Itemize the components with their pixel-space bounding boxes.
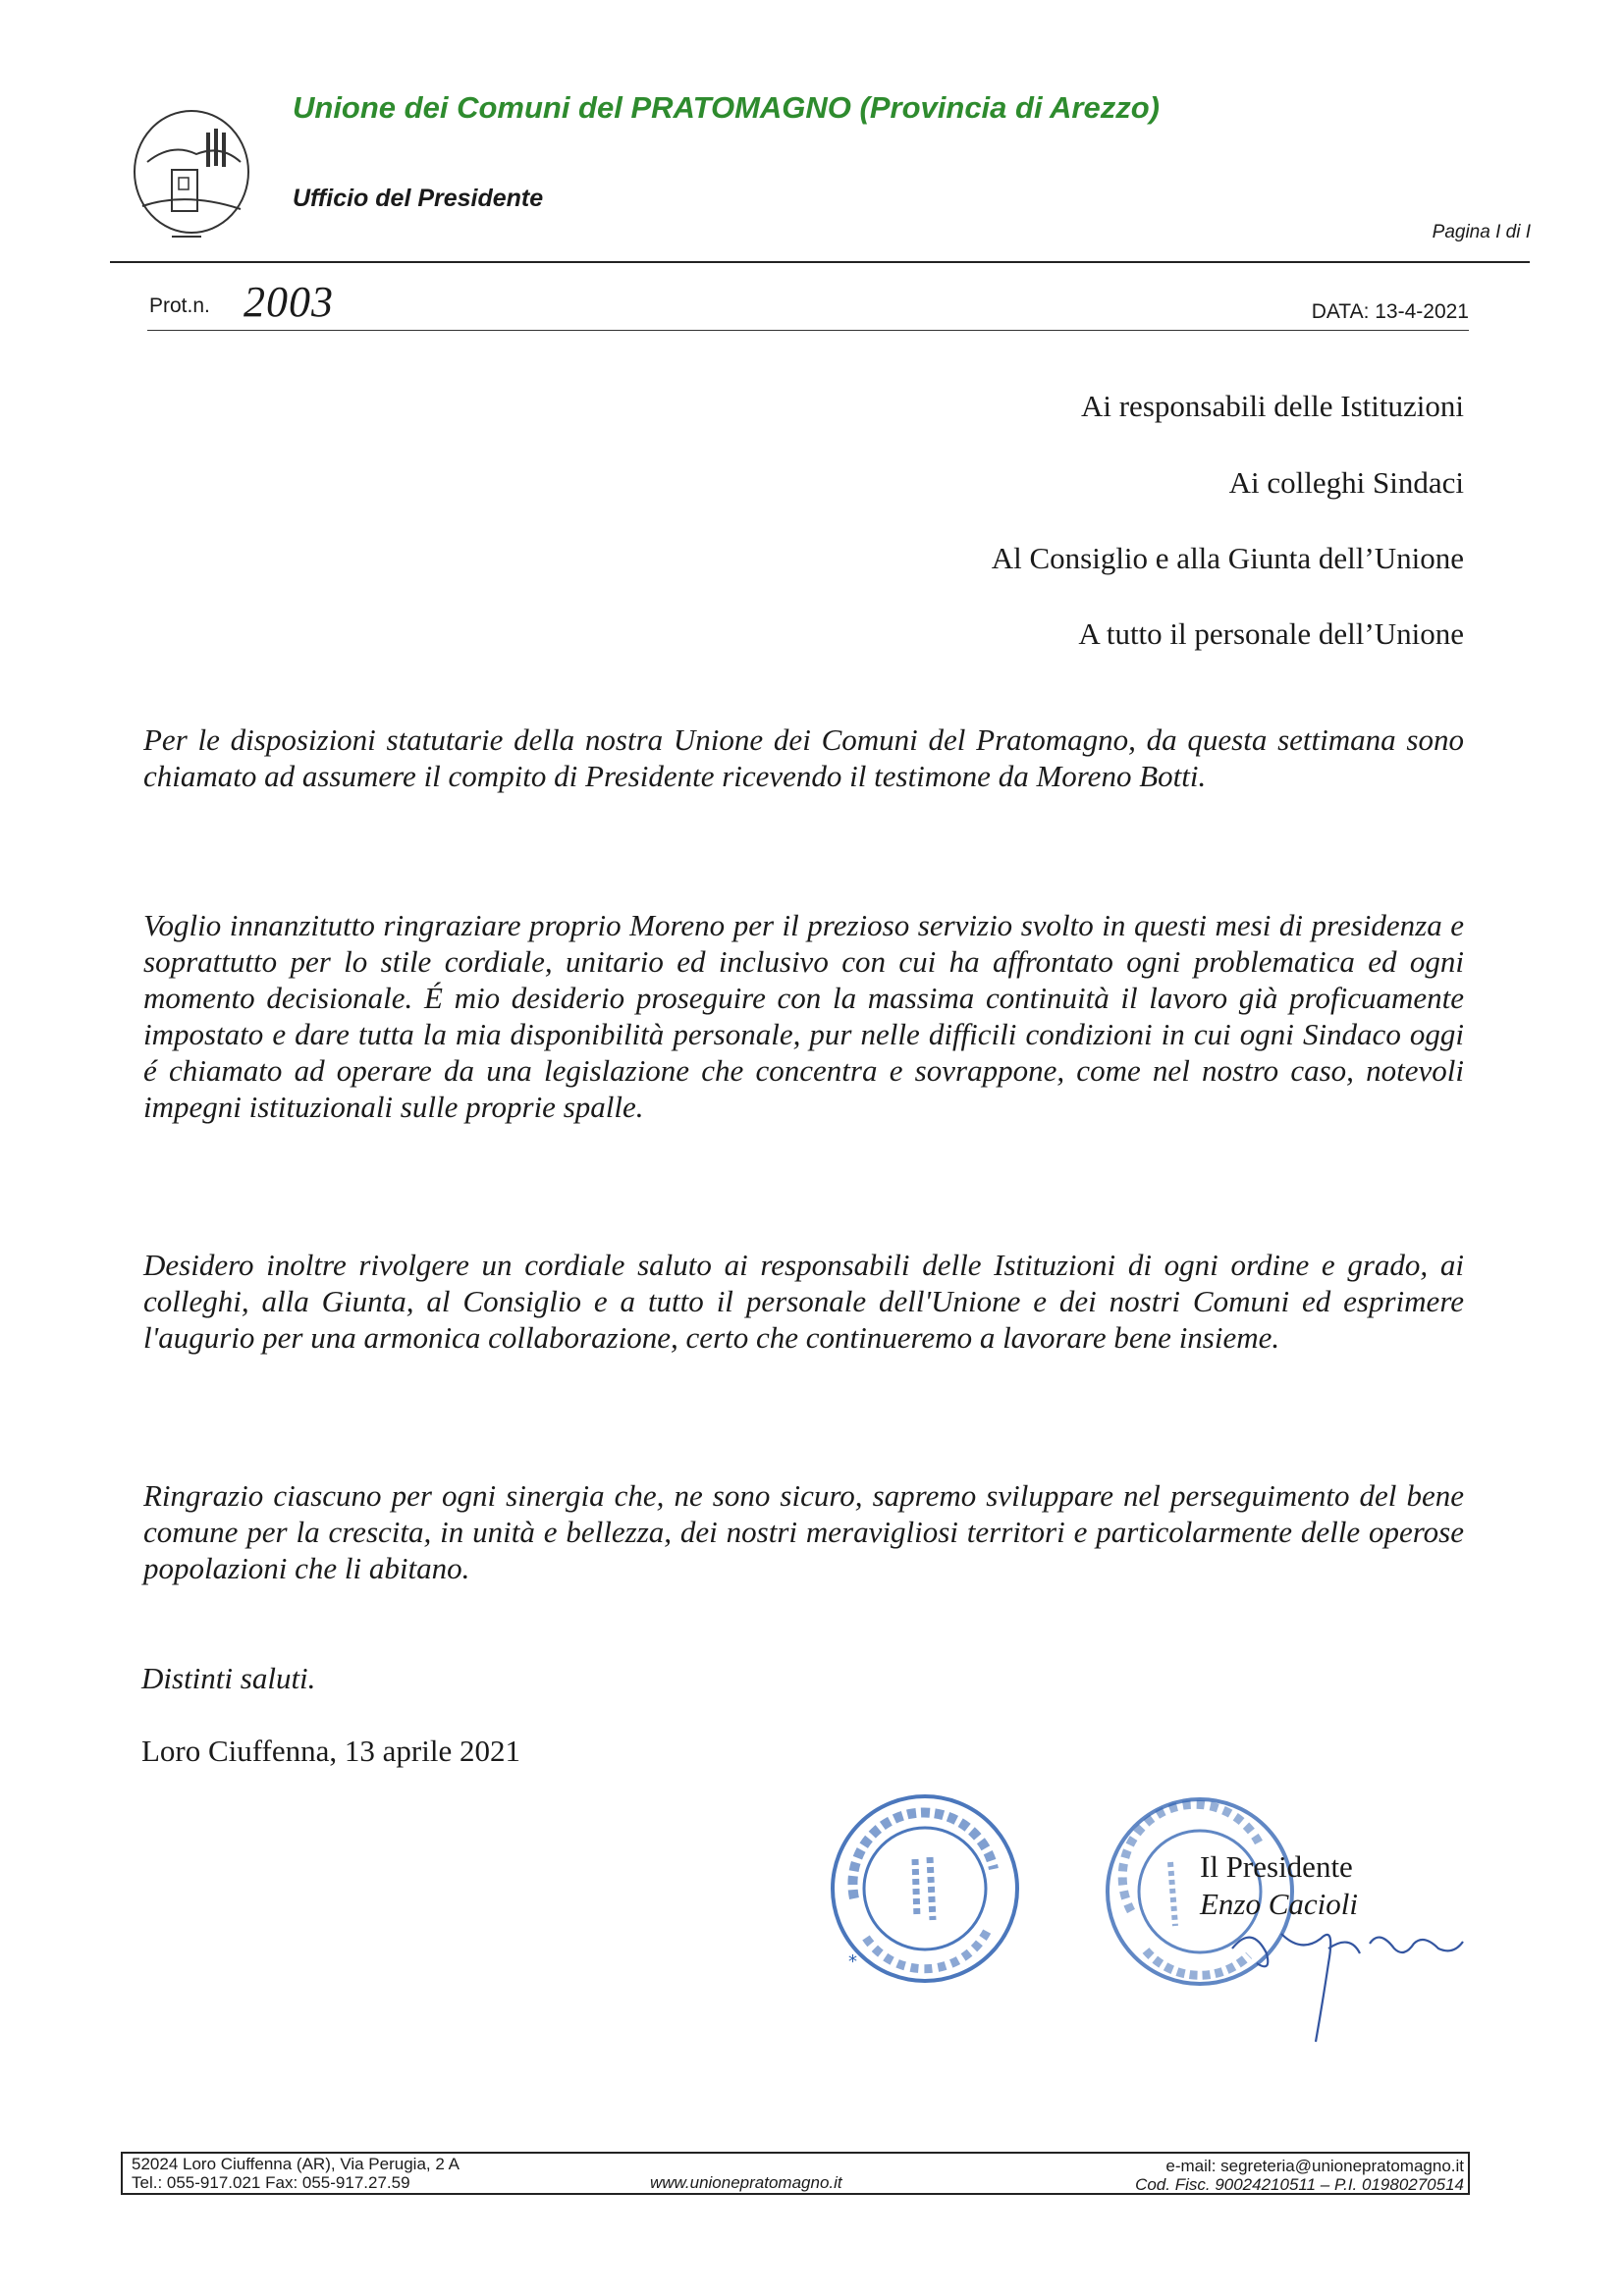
recipient-line: Ai responsabili delle Istituzioni — [1080, 389, 1464, 423]
official-stamp-icon — [827, 1790, 1023, 1987]
town-tower-logo-icon — [128, 93, 255, 240]
footer-left-edge — [121, 2152, 123, 2195]
signatory-name: Enzo Cacioli — [1200, 1887, 1359, 1921]
body-paragraph: Ringrazio ciascuno per ogni sinergia che, ne sono sicuro, sapremo sviluppare nel perseguimento del bene comune per la crescita, in unità e bellezza, dei nostri meravigliosi territori e particolarmente delle operose popolazioni che li abitano. — [143, 1478, 1464, 1585]
footer-website-link[interactable]: www.unionepratomagno.it — [650, 2173, 842, 2192]
footer-phone-fax: Tel.: 055-917.021 Fax: 055-917.27.59 — [132, 2173, 410, 2192]
handwritten-signature-icon — [1213, 1895, 1478, 2052]
protocol-divider — [147, 330, 1469, 331]
body-paragraph: Desidero inoltre rivolgere un cordiale saluto ai responsabili delle Istituzioni di ogni ordine e grado, ai colleghi, alla Giunta, al Consiglio e a tutto il personale dell'Unione e dei nostri Comuni ed esprimere l'augurio per una armonica collaborazione, certo che continueremo a lavorare bene insieme. — [143, 1248, 1464, 1355]
office-name: Ufficio del Presidente — [293, 185, 544, 212]
organization-name: Unione dei Comuni del PRATOMAGNO (Provincia di Arezzo) — [293, 90, 1160, 125]
document-date: DATA: 13-4-2021 — [1311, 300, 1469, 323]
footer-right-edge — [1468, 2152, 1470, 2195]
recipient-line: A tutto il personale dell’Unione — [1078, 616, 1464, 651]
footer-address: 52024 Loro Ciuffenna (AR), Via Perugia, 2 A — [132, 2155, 460, 2173]
body-paragraph: Per le disposizioni statutarie della nostra Unione dei Comuni del Pratomagno, da questa settimana sono chiamato ad assumere il compito di Presidente ricevendo il testimone da Moreno Botti. — [143, 722, 1464, 793]
protocol-number: 2003 — [244, 278, 334, 326]
body-paragraph: Voglio innanzitutto ringraziare proprio Moreno per il prezioso servizio svolto in questi mesi di presidenza e soprattutto per lo stile cordiale, unitario ed inclusivo con cui ha affrontato ogni problematica ed ogni momento decisionale. É mio desiderio proseguire con la massima continuità il lavoro già proficuamente impostato e dare tutta la mia disponibilità personale, pur nelle difficili condizioni in cui ogni Sindaco oggi é chiamato ad operare da una legislazione che concentra e sovrappone, come nel nostro caso, notevoli impegni istituzionali sulle proprie spalle. — [143, 908, 1464, 1124]
header-divider — [110, 261, 1530, 263]
recipient-line: Al Consiglio e alla Giunta dell’Unione — [991, 541, 1464, 575]
footer-fiscal-code: Cod. Fisc. 90024210511 – P.I. 01980270514 — [1135, 2175, 1464, 2194]
place-date: Loro Ciuffenna, 13 aprile 2021 — [141, 1734, 520, 1768]
closing-salutation: Distinti saluti. — [141, 1661, 316, 1695]
recipient-line: Ai colleghi Sindaci — [1228, 465, 1464, 500]
page-indicator: Pagina I di I — [1432, 222, 1531, 242]
protocol-label: Prot.n. — [149, 294, 210, 317]
svg-text:*: * — [848, 1951, 857, 1972]
footer-email-link[interactable]: e-mail: segreteria@unionepratomagno.it — [1165, 2157, 1464, 2175]
signatory-title: Il Presidente — [1200, 1849, 1353, 1884]
